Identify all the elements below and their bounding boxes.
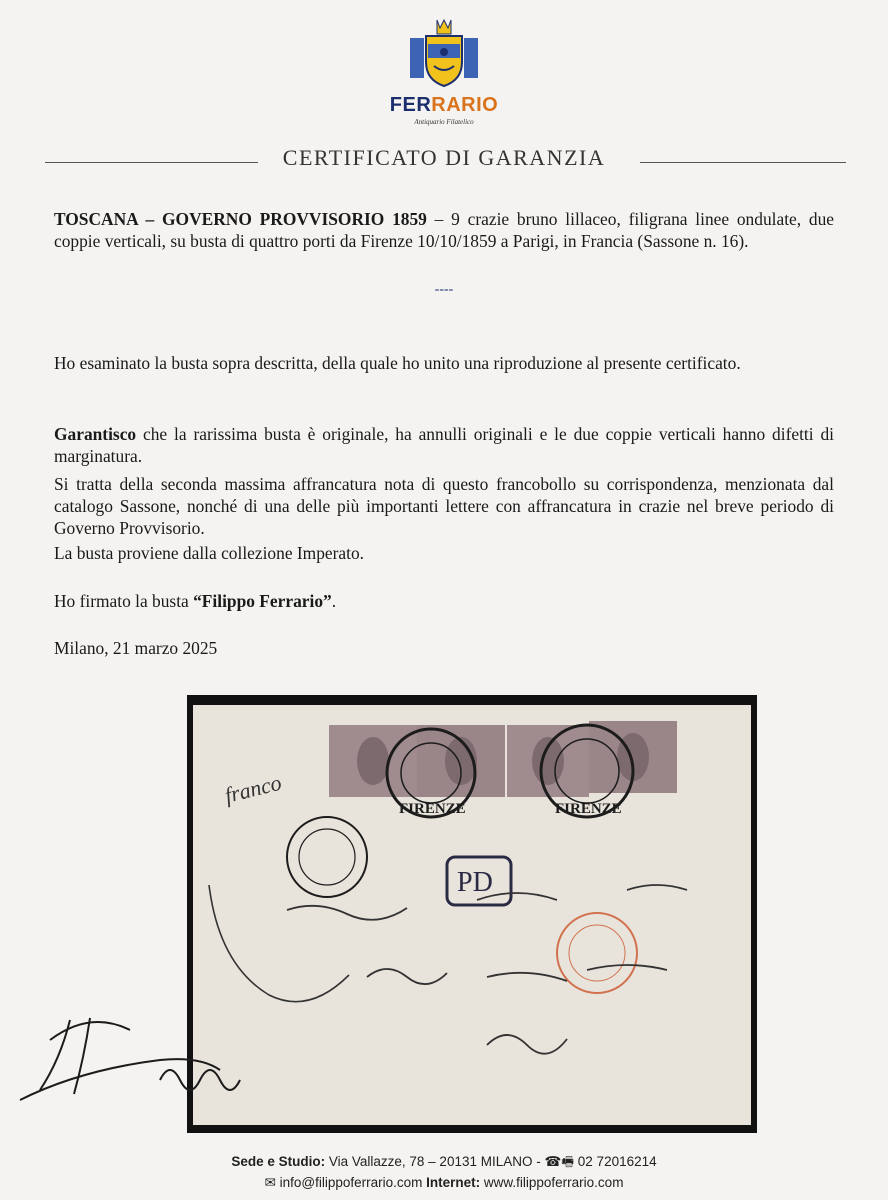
handwritten-franco: franco [222, 769, 284, 808]
footer-web-label: Internet: [426, 1175, 481, 1190]
significance-paragraph: Si tratta della seconda massima affrancatura nota di questo francobollo su corrispondenza, menzionata dal catalogo Sassone, nonché di una delle più importanti lettere con affrancatura in crazie nel breve periodo di Governo Provvisorio. [54, 474, 834, 538]
envelope-photo [187, 695, 757, 1133]
footer-email[interactable]: ✉ info@filippoferrario.com [264, 1175, 427, 1190]
pd-mark: PD [457, 867, 493, 898]
footer-address-text: Via Vallazze, 78 – 20131 MILANO - [325, 1154, 545, 1169]
description-paragraph [54, 208, 834, 252]
coat-of-arms-logo [404, 16, 484, 96]
examination-paragraph: Ho esaminato la busta sopra descritta, della quale ho unito una riproduzione al presente certificato. [54, 353, 741, 373]
description-lead: TOSCANA – GOVERNO PROVVISORIO 1859 [54, 209, 427, 229]
footer-address-label: Sede e Studio: [231, 1154, 326, 1169]
guarantee-text: che la rarissima busta è originale, ha annulli originali e le due coppie verticali hanno difetti di marginatura. [54, 424, 834, 466]
signature-statement: Ho firmato la busta “Filippo Ferrario”. [54, 591, 337, 611]
guarantee-paragraph [54, 423, 834, 467]
certificate-title: CERTIFICATO DI GARANZIA [282, 145, 606, 170]
stamp-pair-left [329, 725, 505, 797]
footer-address [0, 1152, 888, 1175]
footer-website[interactable]: www.filippoferrario.com [480, 1175, 624, 1190]
guarantee-lead: Garantisco [54, 424, 137, 444]
title-rule-right [640, 162, 846, 163]
postmark-left-text: FIRENZE [399, 801, 466, 817]
stamp-pair-right [507, 721, 677, 797]
footer-contacts [0, 1175, 888, 1191]
signature-name: “Filippo Ferrario” [193, 591, 332, 611]
postmark-right-text: FIRENZE [555, 801, 622, 817]
separator: ---- [434, 282, 454, 297]
brand-subtitle: Antiquario Filatelico [414, 118, 474, 126]
brand-name: FERRARIO [389, 94, 499, 116]
description-text: – 9 crazie bruno lillaceo, filigrana linee ondulate, due coppie verticali, su busta di quattro porti da Firenze 10/10/1859 a Parigi, in Francia (Sassone n. 16). [54, 209, 834, 251]
footer-phone[interactable]: ☎🖷 02 72016214 [544, 1154, 657, 1169]
certificate-date: Milano, 21 marzo 2025 [54, 638, 218, 658]
provenance-paragraph: La busta proviene dalla collezione Imperato. [54, 543, 364, 563]
